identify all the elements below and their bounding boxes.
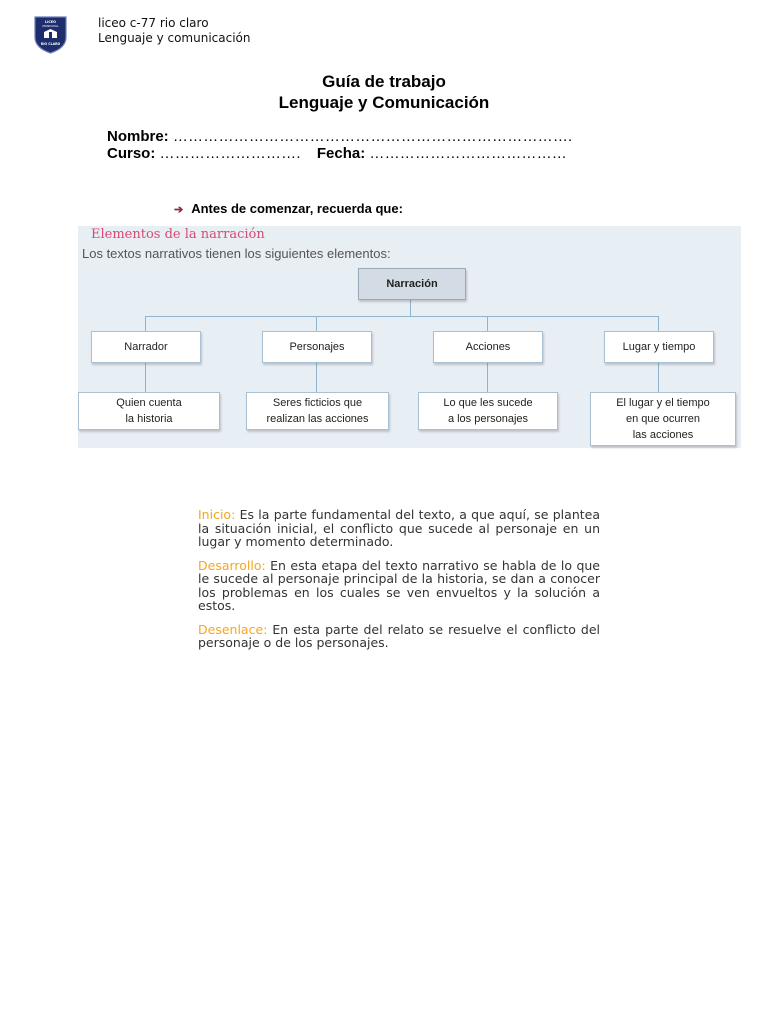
- arrow-icon: ➔: [174, 204, 184, 216]
- description-line: Seres ficticios que: [272, 397, 363, 409]
- fecha-blank[interactable]: …………………………………: [369, 145, 567, 162]
- category-personajes: Personajes: [262, 331, 372, 363]
- part-text: En esta etapa del texto narrativo se habla de lo que le sucede al personaje principal de la historia, se dan a conocer los problemas en los cuales se ven envueltos y la solución a estos.: [198, 557, 600, 613]
- nombre-row: [107, 128, 572, 145]
- description-line: Quien cuenta: [116, 397, 182, 409]
- part-inicio: [198, 508, 600, 549]
- connector-1: [145, 316, 146, 331]
- connector-desc-2: [316, 361, 317, 393]
- diagram-title: Elementos de la narración: [91, 227, 265, 242]
- description-line: la historia: [125, 413, 173, 425]
- category-narrador: Narrador: [91, 331, 201, 363]
- description-narrador: [78, 392, 220, 430]
- connector-3: [487, 316, 488, 331]
- connector-root: [410, 298, 411, 316]
- instruction-text: Antes de comenzar, recuerda que:: [191, 201, 403, 216]
- svg-text:MUNICIPAL: MUNICIPAL: [42, 24, 59, 28]
- description-line: realizan las acciones: [266, 413, 369, 425]
- category-lugar-tiempo: Lugar y tiempo: [604, 331, 714, 363]
- connector-desc-1: [145, 361, 146, 393]
- svg-text:RIO CLARO: RIO CLARO: [40, 42, 61, 46]
- part-text: Es la parte fundamental del texto, a que aquí, se plantea la situación inicial, el conflicto que sucede al personaje en un lugar y momento determinado.: [198, 507, 600, 549]
- description-line: Lo que les sucede: [443, 397, 533, 409]
- description-lugar-tiempo: [590, 392, 736, 446]
- description-line: en que ocurren: [626, 413, 700, 425]
- connector-horizontal: [145, 316, 658, 317]
- description-line: a los personajes: [447, 413, 529, 425]
- description-acciones: [418, 392, 558, 430]
- connector-desc-3: [487, 361, 488, 393]
- diagram-subtitle: Los textos narrativos tienen los siguientes elementos:: [82, 246, 391, 261]
- page-title: Guía de trabajo: [322, 72, 446, 91]
- curso-blank[interactable]: ……………………….: [159, 145, 301, 162]
- part-desarrollo: [198, 559, 600, 613]
- school-logo-icon: [33, 15, 68, 54]
- part-term: Desarrollo:: [198, 557, 266, 573]
- diagram-root-box: Narración: [358, 268, 466, 300]
- category-acciones: Acciones: [433, 331, 543, 363]
- curso-fecha-row: [107, 145, 567, 162]
- description-line: El lugar y el tiempo: [616, 397, 710, 409]
- fecha-label: Fecha:: [316, 145, 366, 162]
- page-subtitle: Lenguaje y Comunicación: [278, 93, 490, 112]
- narration-diagram: [78, 226, 741, 448]
- part-text: En esta parte del relato se resuelve el conflicto del personaje o de los personajes.: [198, 621, 600, 650]
- subject-name: Lenguaje y comunicación: [98, 31, 251, 45]
- connector-2: [316, 316, 317, 331]
- instruction-bullet: [174, 201, 403, 216]
- description-personajes: [246, 392, 389, 430]
- narrative-parts: [198, 508, 600, 660]
- part-term: Desenlace:: [198, 621, 268, 637]
- nombre-blank[interactable]: …………………………………………………………………….: [172, 128, 573, 145]
- connector-desc-4: [658, 361, 659, 393]
- part-term: Inicio:: [198, 507, 236, 522]
- nombre-label: Nombre:: [107, 128, 169, 145]
- curso-label: Curso:: [107, 145, 156, 162]
- svg-text:LICEO: LICEO: [44, 20, 57, 24]
- description-line: las acciones: [632, 429, 694, 441]
- connector-4: [658, 316, 659, 331]
- part-desenlace: [198, 623, 600, 650]
- school-name: liceo c-77 rio claro: [98, 16, 209, 30]
